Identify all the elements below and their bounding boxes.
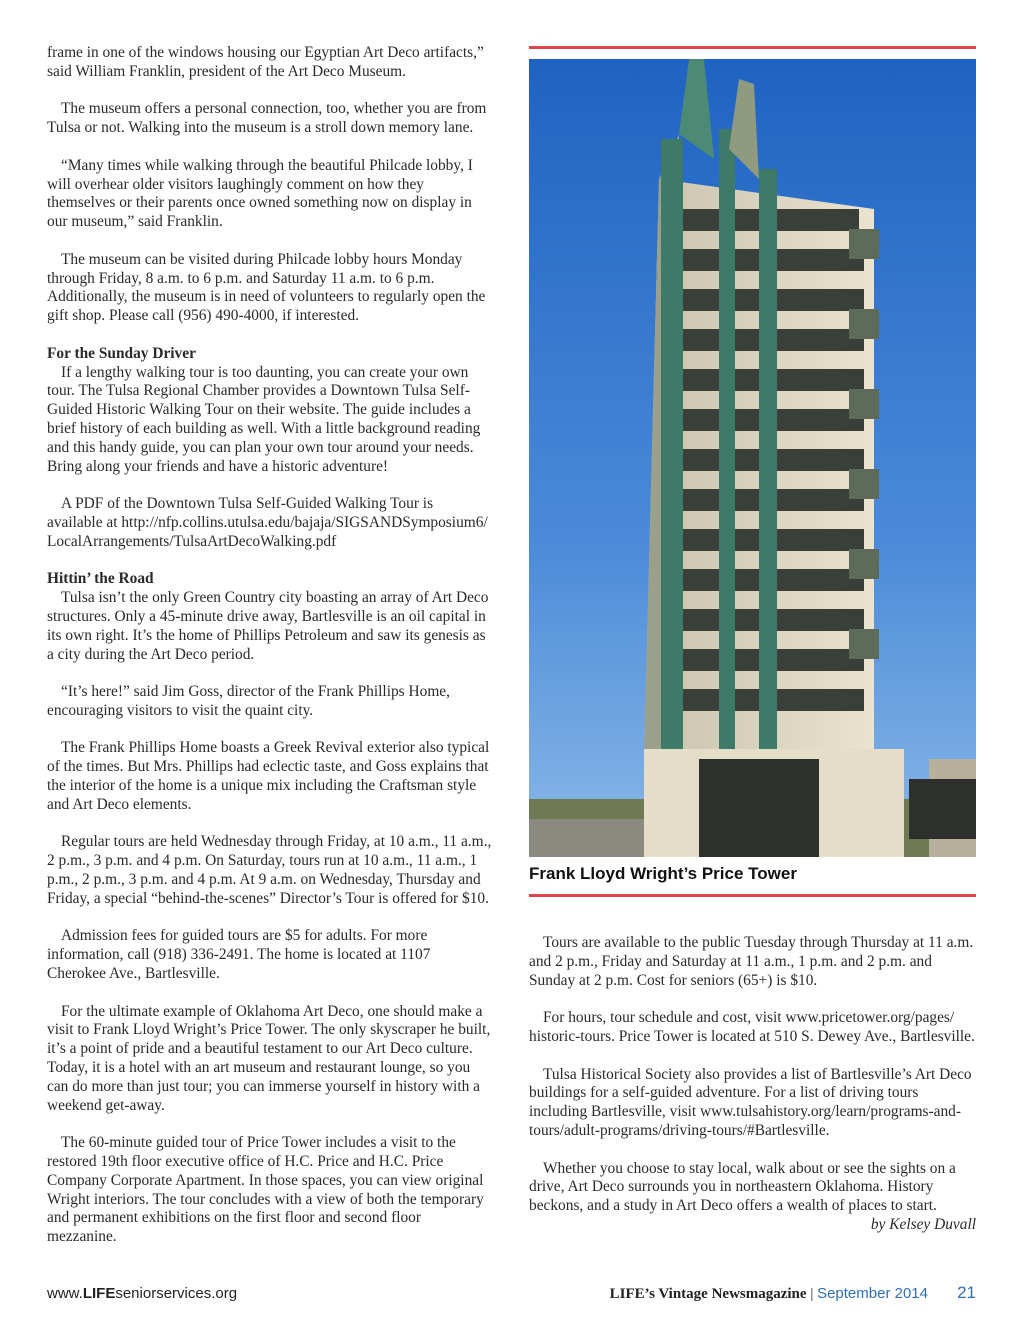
paragraph: For hours, tour schedule and cost, visit www.pricetower.org/pages/ historic-tours. Price Tower is located at 510 S. Dewey Ave., Bartlesville. [529, 1009, 975, 1045]
bottom-rule [529, 894, 976, 897]
paragraph: Whether you choose to stay local, walk about or see the sights on a drive, Art Deco surrounds you in northeastern Oklahoma. History beckons, and a study in Art Deco offers a wealth of places to start. [529, 1159, 956, 1215]
paragraph: A PDF of the Downtown Tulsa Self-Guided Walking Tour is available at http://nfp.collins.utulsa.edu/bajaja/SIGSANDSymposium6/ LocalArrangements/TulsaArtDecoWalking.pdf [47, 495, 488, 550]
left-column [47, 44, 492, 1247]
photo-caption: Frank Lloyd Wright’s Price Tower [529, 864, 797, 883]
byline: by Kelsey Duvall [870, 1215, 976, 1233]
section-heading: Hittin’ the Road [47, 570, 154, 588]
magazine-name: LIFE’s Vintage Newsmagazine [609, 1286, 807, 1302]
paragraph: The Frank Phillips Home boasts a Greek Revival exterior also typical of the times. But Mrs. Phillips had eclectic taste, and Goss explains that the interior of the home is a unique mix including the Craftsman style and Art Deco elements. [47, 739, 490, 813]
paragraph: The museum can be visited during Philcade lobby hours Monday through Friday, 8 a.m. to 6 p.m. and Saturday 11 a.m. to 6 p.m. Additionally, the museum is in need of volunteers to regularly open the gift shop. Please call (956) 490-4000, if interested. [47, 250, 486, 325]
issue-date: September 2014 [817, 1285, 928, 1302]
page-footer [47, 1283, 976, 1305]
paragraph: “It’s here!” said Jim Goss, director of the Frank Phillips Home, encouraging visitors to visit the quaint city. [47, 683, 450, 719]
page-number: 21 [957, 1283, 976, 1302]
paragraph: Tours are available to the public Tuesday through Thursday at 11 a.m. and 2 p.m., Friday and Saturday at 11 a.m., 1 p.m. and 2 p.m. and Sunday at 2 p.m. Cost for seniors (65+) is $10. [529, 934, 974, 989]
paragraph: The museum offers a personal connection, too, whether you are from Tulsa or not. Walking into the museum is a stroll down memory lane. [47, 100, 487, 137]
price-tower-photo [529, 59, 976, 857]
paragraph: Tulsa isn’t the only Green Country city boasting an array of Art Deco structures. Only a 45-minute drive away, Bartlesville is an oil capital in its own right. It’s the home of Phillips Petroleum and saw its genesis as a city during the Art Deco period. [47, 589, 489, 663]
section-heading: For the Sunday Driver [47, 344, 196, 362]
website-link[interactable]: www.LIFEseniorservices.org [47, 1285, 238, 1302]
top-rule [529, 46, 976, 49]
paragraph: For the ultimate example of Oklahoma Art Deco, one should make a visit to Frank Lloyd Wright’s Price Tower. The only skyscraper he built, it’s a point of pride and a beautiful testament to our Art Deco culture. Today, it is a hotel with an art museum and restaurant lounge, so you can do more than just tour; you can immerse yourself in history with a weekend get-away. [47, 1002, 491, 1114]
paragraph: frame in one of the windows housing our Egyptian Art Deco artifacts,” said William Franklin, president of the Art Deco Museum. [47, 44, 484, 80]
paragraph: Tulsa Historical Society also provides a list of Bartlesville’s Art Deco buildings for a self-guided adventure. For a list of driving tours including Bartlesville, visit www.tulsahistory.org/learn/programs-and-tours/adult-programs/driving-tours/#Bartlesville. [529, 1065, 972, 1139]
paragraph: The 60-minute guided tour of Price Tower includes a visit to the restored 19th floor executive office of H.C. Price and H.C. Price Company Corporate Apartment. In those spaces, you can view original Wright interiors. The tour concludes with a view of both the temporary and permanent exhibitions on the first floor and second floor mezzanine. [47, 1134, 484, 1246]
paragraph: “Many times while walking through the beautiful Philcade lobby, I will overhear older visitors laughingly comment on how they themselves or their parents once owned something now on display in our museum,” said Franklin. [47, 156, 473, 231]
right-column [529, 934, 976, 1235]
magazine-info [610, 1285, 928, 1303]
paragraph: If a lengthy walking tour is too daunting, you can create your own tour. The Tulsa Regional Chamber provides a Downtown Tulsa Self-Guided Historic Walking Tour on their website. The guide includes a brief history of each building as well. With a little background reading and this handy guide, you can plan your own tour around your needs. Bring along your friends and have a historic adventure! [47, 363, 481, 475]
paragraph: Admission fees for guided tours are $5 for adults. For more information, call (918) 336-2491. The home is located at 1107 Cherokee Ave., Bartlesville. [47, 927, 431, 983]
separator: | [810, 1286, 814, 1302]
paragraph: Regular tours are held Wednesday through Friday, at 10 a.m., 11 a.m., 2 p.m., 3 p.m. and 4 p.m. On Saturday, tours run at 10 a.m., 11 a.m., 1 p.m., 2 p.m., 3 p.m. and 4 p.m. At 9 a.m. on Wednesday, Thursday and Friday, a special “behind-the-scenes” Director’s Tour is offered for $10. [47, 833, 492, 907]
